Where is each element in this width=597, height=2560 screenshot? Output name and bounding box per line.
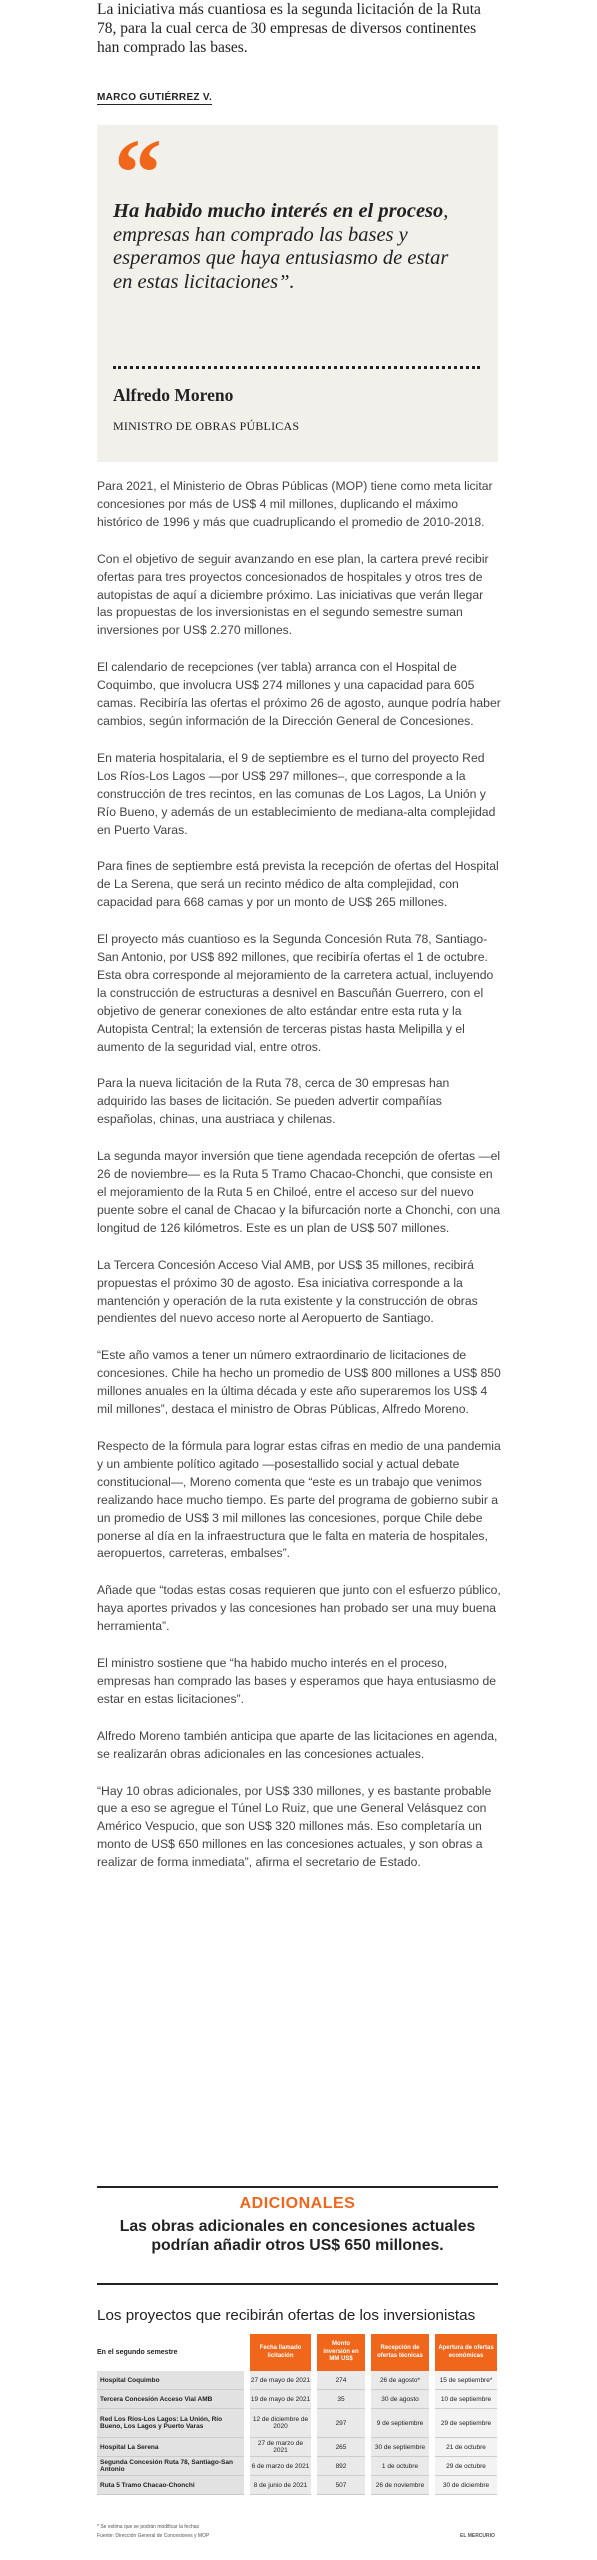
table-subtitle: En el segundo semestre xyxy=(97,2349,178,2356)
projects-table xyxy=(97,2334,498,2495)
table-cell: 10 de septiembre xyxy=(435,2390,497,2409)
body-paragraph: “Hay 10 obras adicionales, por US$ 330 millones, y es bastante probable que a eso se agregue el Túnel Lo Ruiz, que une General Velásquez con Américo Vespucio, que son US$ 320 millones más. Eso completaría un monto de US$ 650 millones en las concesiones actuales, y son obras a realizar de forma inmediata”, afirma el secretario de Estado. xyxy=(97,1783,492,1870)
quote-author-name: Alfredo Moreno xyxy=(113,385,234,405)
table-row-name: Red Los Ríos-Los Lagos: La Unión, Río Bueno, Los Lagos y Puerto Varas xyxy=(97,2409,244,2438)
column-header: Fecha llamado licitación xyxy=(250,2334,311,2371)
body-paragraph: La Tercera Concesión Acceso Vial AMB, por US$ 35 millones, recibirá propuestas el próximo 30 de agosto. Esa iniciativa corresponde a la mantención y operación de la ruta existente y la construcción de obras pendientes del nuevo acceso norte al Aeropuerto de Santiago. xyxy=(97,1257,478,1326)
body-paragraph: Con el objetivo de seguir avanzando en ese plan, la cartera prevé recibir ofertas para tres proyectos concesionados de hospitales y otros tres de autopistas de aquí a diciembre próximo. Las iniciativas que verán llegar las propuestas de los inversionistas en el segundo semestre suman inversiones por US$ 2.270 millones. xyxy=(97,551,489,638)
table-row-name: Segunda Concesión Ruta 78, Santiago-San Antonio xyxy=(97,2457,244,2476)
callout-adicionales xyxy=(97,2186,498,2285)
body-paragraph: La segunda mayor inversión que tiene agendada recepción de ofertas —el 26 de noviembre— es la Ruta 5 Tramo Chacao-Chonchi, que consiste en el mejoramiento de la Ruta 5 en Chiloé, entre el acceso sur del nuevo puente sobre el canal de Chacao y la bifurcación norte a Chonchi, con una longitud de 126 kilómetros. Este es un plan de US$ 507 millones. xyxy=(97,1149,501,1235)
quote-mark-icon: “ xyxy=(114,119,162,226)
table-cell: 35 xyxy=(317,2390,365,2409)
quote-rest: , empresas han comprado las bases y esperamos que haya entusiasmo de estar en estas licitaciones”. xyxy=(113,200,449,293)
body-paragraph: Para fines de septiembre está prevista la recepción de ofertas del Hospital de La Serena, que será un recinto médico de alta complejidad, con capacidad para 668 camas y por un monto de US$ 265 millones. xyxy=(97,859,499,910)
body-paragraph: “Este año vamos a tener un número extraordinario de licitaciones de concesiones. Chile ha hecho un promedio de US$ 800 millones a US$ 850 millones anuales en la última década y este año superaremos los US$ 4 mil millones”, destaca el ministro de Obras Públicas, Alfredo Moreno. xyxy=(97,1348,501,1417)
table-cell: 297 xyxy=(317,2409,365,2438)
table-cell: 6 de marzo de 2021 xyxy=(250,2457,311,2476)
table-cell: 265 xyxy=(317,2438,365,2457)
body-paragraph: Añade que “todas estas cosas requieren que junto con el esfuerzo público, haya aportes privados y las concesiones han probado ser una muy buena herramienta”. xyxy=(97,1583,501,1634)
pull-quote xyxy=(97,119,498,462)
quote-strong: Ha habido mucho interés en el proceso xyxy=(113,200,444,222)
table-cell: 507 xyxy=(317,2476,365,2495)
body-paragraph: El ministro sostiene que “ha habido mucho interés en el proceso, empresas han comprado las bases y esperamos que haya entusiasmo de estar en estas licitaciones”. xyxy=(97,1656,497,1706)
table-cell: 21 de octubre xyxy=(435,2438,497,2457)
dotted-divider xyxy=(113,366,480,369)
table-cell: 19 de mayo de 2021 xyxy=(250,2390,311,2409)
table-title: Los proyectos que recibirán ofertas de los inversionistas xyxy=(97,2307,476,2324)
table-cell: 8 de junio de 2021 xyxy=(250,2476,311,2495)
table-row-name: Hospital La Serena xyxy=(97,2438,244,2457)
table-cell: 15 de septiembre* xyxy=(435,2371,497,2390)
callout-label: ADICIONALES xyxy=(239,2195,356,2212)
table-cell: 1 de octubre xyxy=(371,2457,429,2476)
callout-title: Las obras adicionales en concesiones actuales podrían añadir otros US$ 650 millones. xyxy=(119,2218,476,2254)
body-paragraph: Respecto de la fórmula para lograr estas cifras en medio de una pandemia y un ambiente político agitado —posestallido social y actual debate constitucional—, Moreno comenta que “este es un trabajo que venimos realizando hace mucho tiempo. Es parte del programa de gobierno subir a un promedio de US$ 3 mil millones las concesiones, porque Chile debe ponerse al día en la infraestructura que le falta en materia de hospitales, aeropuertos, carreteras, embalses”. xyxy=(97,1438,501,1561)
table-row-name: Hospital Coquimbo xyxy=(97,2371,244,2390)
publisher-logo: EL MERCURIO xyxy=(460,2533,495,2539)
byline: MARCO GUTIÉRREZ V. xyxy=(97,92,213,103)
column-header: Monto inversión en MM US$ xyxy=(317,2334,365,2371)
quote-text xyxy=(113,200,458,294)
table-cell: 29 de septiembre xyxy=(435,2409,497,2438)
table-cell: 30 de diciembre xyxy=(435,2476,497,2495)
table-row-name: Tercera Concesión Acceso Vial AMB xyxy=(97,2390,244,2409)
body-paragraph: El proyecto más cuantioso es la Segunda Concesión Ruta 78, Santiago-San Antonio, por US$ 892 millones, que recibiría ofertas el 1 de octubre. Esta obra corresponde al mejoramiento de la carretera actual, incluyendo la construcción de estructuras a desnivel en Bascuñán Guerrero, con el objetivo de generar conexiones de alto estándar entre esta ruta y la Autopista Central; la extensión de terceras pistas hasta Melipilla y el aumento de la seguridad vial, entre otros. xyxy=(97,932,494,1054)
table-footnote: * Se estima que se podrán modificar la fechas xyxy=(97,2524,199,2530)
body-paragraph: Alfredo Moreno también anticipa que aparte de las licitaciones en agenda, se realizarán obras adicionales en las concesiones actuales. xyxy=(97,1728,498,1761)
column-header: Recepción de ofertas técnicas xyxy=(371,2334,429,2371)
body-paragraph: Para 2021, el Ministerio de Obras Públicas (MOP) tiene como meta licitar concesiones por más de US$ 4 mil millones, duplicando el máximo histórico de 1996 y más que cuadruplicando el promedio de 2010-2018. xyxy=(97,479,493,529)
table-cell: 29 de octubre xyxy=(435,2457,497,2476)
table-cell: 30 de septiembre xyxy=(371,2438,429,2457)
article-lead: La iniciativa más cuantiosa es la segunda licitación de la Ruta 78, para la cual cerca de 30 empresas de diversos continentes han comprado las bases. xyxy=(97,1,481,56)
table-cell: 9 de septiembre xyxy=(371,2409,429,2438)
table-cell: 27 de marzo de 2021 xyxy=(250,2438,311,2457)
quote-author-role: MINISTRO DE OBRAS PÚBLICAS xyxy=(113,419,300,433)
table-source: Fuente: Dirección General de Concesiones y MOP xyxy=(97,2533,210,2539)
table-cell: 12 de diciembre de 2020 xyxy=(250,2409,311,2438)
body-paragraph: El calendario de recepciones (ver tabla) arranca con el Hospital de Coquimbo, que involucra US$ 274 millones y una capacidad para 605 camas. Recibiría las ofertas el próximo 26 de agosto, aunque podría haber cambios, según información de la Dirección General de Concesiones. xyxy=(97,660,501,728)
table-cell: 274 xyxy=(317,2371,365,2390)
table-cell: 892 xyxy=(317,2457,365,2476)
body-paragraph: Para la nueva licitación de la Ruta 78, cerca de 30 empresas han adquirido las bases de licitación. Se pueden advertir compañías españolas, chinas, una austriaca y chilenas. xyxy=(97,1076,450,1127)
column-header: Apertura de ofertas económicas xyxy=(435,2334,497,2371)
table-cell: 26 de agosto* xyxy=(371,2371,429,2390)
table-cell: 26 de noviembre xyxy=(371,2476,429,2495)
article-body xyxy=(97,478,502,1891)
table-grid xyxy=(97,2334,498,2495)
table-row-name: Ruta 5 Tramo Chacao-Chonchi xyxy=(97,2476,244,2495)
body-paragraph: En materia hospitalaria, el 9 de septiembre es el turno del proyecto Red Los Ríos-Los Lagos —por US$ 297 millones–, que corresponde a la construcción de tres recintos, en las comunas de Los Lagos, La Unión y Río Bueno, y además de un establecimiento de mediana-alta complejidad en Puerto Varas. xyxy=(97,750,496,837)
table-cell: 27 de mayo de 2021 xyxy=(250,2371,311,2390)
table-cell: 30 de agosto xyxy=(371,2390,429,2409)
